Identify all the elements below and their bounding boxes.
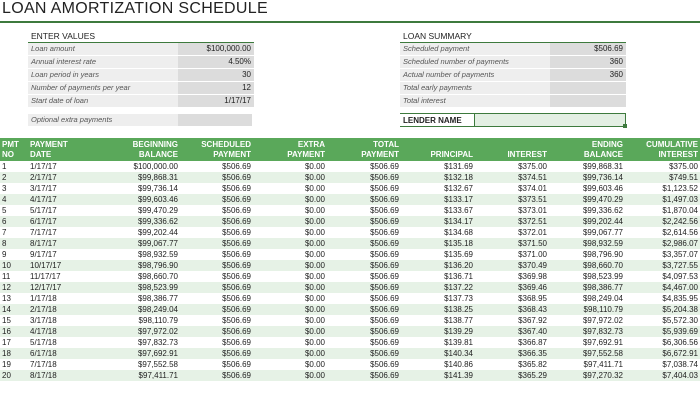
cell-principal: $140.86: [401, 359, 475, 370]
cell-interest: $375.00: [475, 161, 549, 172]
start-date-label: Start date of loan: [28, 95, 178, 107]
cell-extra-payment: $0.00: [253, 315, 327, 326]
table-row: [0, 183, 700, 194]
cell-scheduled-payment: $506.69: [180, 183, 253, 194]
cell-beginning-balance: $99,470.29: [90, 205, 180, 216]
cell-cumulative-interest: $2,614.56: [625, 227, 700, 238]
table-row: [0, 260, 700, 271]
cell-scheduled-payment: $506.69: [180, 293, 253, 304]
scheduled-number-label: Scheduled number of payments: [400, 56, 550, 68]
cell-cumulative-interest: $5,572.30: [625, 315, 700, 326]
enter-values-panel: [28, 43, 254, 108]
cell-interest: $373.01: [475, 205, 549, 216]
cell-beginning-balance: $97,832.73: [90, 337, 180, 348]
cell-beginning-balance: $99,603.46: [90, 194, 180, 205]
cell-extra-payment: $0.00: [253, 172, 327, 183]
scheduled-payment-label: Scheduled payment: [400, 43, 550, 55]
cell-cumulative-interest: $5,204.38: [625, 304, 700, 315]
cell-scheduled-payment: $506.69: [180, 337, 253, 348]
cell-principal: $139.81: [401, 337, 475, 348]
header-total-payment: [327, 138, 401, 161]
interest-rate-input[interactable]: 4.50%: [178, 56, 254, 68]
cell-scheduled-payment: $506.69: [180, 370, 253, 381]
input-row-loan-amount: [28, 43, 254, 56]
cell-beginning-balance: $98,523.99: [90, 282, 180, 293]
cell-principal: $141.39: [401, 370, 475, 381]
table-row: [0, 348, 700, 359]
cell-cumulative-interest: $4,097.53: [625, 271, 700, 282]
summary-row-scheduled-payment: [400, 43, 626, 56]
loan-amount-label: Loan amount: [28, 43, 178, 55]
cell-ending-balance: $98,796.90: [549, 249, 625, 260]
cell-cumulative-interest: $2,986.07: [625, 238, 700, 249]
cell-total-payment: $506.69: [327, 370, 401, 381]
cell-principal: $136.20: [401, 260, 475, 271]
cell-total-payment: $506.69: [327, 194, 401, 205]
header-pmt-no: [0, 138, 28, 161]
cell-scheduled-payment: $506.69: [180, 359, 253, 370]
cell-payment-date: 2/17/17: [28, 172, 90, 183]
cell-total-payment: $506.69: [327, 249, 401, 260]
cell-extra-payment: $0.00: [253, 238, 327, 249]
table-row: [0, 216, 700, 227]
table-row: [0, 205, 700, 216]
cell-interest: $367.40: [475, 326, 549, 337]
early-payments-label: Total early payments: [400, 82, 550, 94]
header-ending-balance-line: BALANCE: [583, 150, 623, 159]
summary-row-scheduled-number: [400, 56, 626, 69]
total-interest-label: Total interest: [400, 95, 550, 107]
table-row: [0, 282, 700, 293]
cell-extra-payment: $0.00: [253, 183, 327, 194]
cell-payment-date: 2/17/18: [28, 304, 90, 315]
header-payment-date: [28, 138, 90, 161]
scheduled-number-value: 360: [550, 56, 626, 68]
cell-principal: $139.29: [401, 326, 475, 337]
cell-ending-balance: $97,692.91: [549, 337, 625, 348]
header-total-payment-line: TOTAL: [373, 140, 399, 149]
cell-extra-payment: $0.00: [253, 260, 327, 271]
cell-principal: $136.71: [401, 271, 475, 282]
cell-pmt-no: 9: [0, 249, 28, 260]
cell-payment-date: 5/17/17: [28, 205, 90, 216]
cell-total-payment: $506.69: [327, 205, 401, 216]
extra-payments-input[interactable]: [178, 114, 252, 126]
cell-principal: $134.68: [401, 227, 475, 238]
cell-extra-payment: $0.00: [253, 337, 327, 348]
cell-payment-date: 7/17/17: [28, 227, 90, 238]
table-row: [0, 359, 700, 370]
header-extra-payment-line: PAYMENT: [287, 150, 325, 159]
lender-name-row: [400, 113, 626, 127]
cell-total-payment: $506.69: [327, 304, 401, 315]
cell-ending-balance: $97,411.71: [549, 359, 625, 370]
header-cumulative-interest-line: CUMULATIVE: [646, 140, 698, 149]
actual-number-value: 360: [550, 69, 626, 81]
cell-pmt-no: 4: [0, 194, 28, 205]
cell-pmt-no: 19: [0, 359, 28, 370]
lender-name-input[interactable]: [474, 113, 626, 127]
header-extra-payment-line: EXTRA: [297, 140, 325, 149]
table-row: [0, 326, 700, 337]
cell-beginning-balance: $99,736.14: [90, 183, 180, 194]
header-principal: [401, 138, 475, 161]
cell-interest: $371.50: [475, 238, 549, 249]
cell-extra-payment: $0.00: [253, 205, 327, 216]
cell-payment-date: 4/17/17: [28, 194, 90, 205]
cell-scheduled-payment: $506.69: [180, 282, 253, 293]
cell-interest: $369.46: [475, 282, 549, 293]
cell-payment-date: 11/17/17: [28, 271, 90, 282]
cell-pmt-no: 5: [0, 205, 28, 216]
header-pmt-no-line: NO: [2, 150, 14, 159]
cell-scheduled-payment: $506.69: [180, 216, 253, 227]
header-interest-line: [477, 140, 547, 150]
header-payment-date-line: PAYMENT: [30, 140, 68, 149]
cell-pmt-no: 17: [0, 337, 28, 348]
cell-interest: $372.01: [475, 227, 549, 238]
cell-principal: $135.18: [401, 238, 475, 249]
cell-payment-date: 5/17/18: [28, 337, 90, 348]
cell-ending-balance: $98,660.70: [549, 260, 625, 271]
cell-payment-date: 6/17/18: [28, 348, 90, 359]
cell-total-payment: $506.69: [327, 293, 401, 304]
cell-pmt-no: 14: [0, 304, 28, 315]
input-row-start-date: [28, 95, 254, 108]
cell-cumulative-interest: $2,242.56: [625, 216, 700, 227]
cell-total-payment: $506.69: [327, 282, 401, 293]
cell-total-payment: $506.69: [327, 315, 401, 326]
cell-total-payment: $506.69: [327, 337, 401, 348]
cell-principal: $131.69: [401, 161, 475, 172]
cell-total-payment: $506.69: [327, 348, 401, 359]
cell-principal: $138.77: [401, 315, 475, 326]
cell-cumulative-interest: $5,939.69: [625, 326, 700, 337]
cell-scheduled-payment: $506.69: [180, 172, 253, 183]
cell-beginning-balance: $98,386.77: [90, 293, 180, 304]
cell-cumulative-interest: $1,123.52: [625, 183, 700, 194]
cell-cumulative-interest: $6,306.56: [625, 337, 700, 348]
cell-scheduled-payment: $506.69: [180, 348, 253, 359]
cell-extra-payment: $0.00: [253, 293, 327, 304]
cell-total-payment: $506.69: [327, 172, 401, 183]
loan-period-input[interactable]: 30: [178, 69, 254, 81]
cell-ending-balance: $98,523.99: [549, 271, 625, 282]
cell-payment-date: 7/17/18: [28, 359, 90, 370]
input-row-interest-rate: [28, 56, 254, 69]
cell-pmt-no: 3: [0, 183, 28, 194]
cell-extra-payment: $0.00: [253, 194, 327, 205]
header-extra-payment: [253, 138, 327, 161]
cell-interest: $372.51: [475, 216, 549, 227]
cell-beginning-balance: $97,972.02: [90, 326, 180, 337]
header-beginning-balance: [90, 138, 180, 161]
payments-per-year-input[interactable]: 12: [178, 82, 254, 94]
cell-pmt-no: 11: [0, 271, 28, 282]
cell-interest: $369.98: [475, 271, 549, 282]
cell-pmt-no: 7: [0, 227, 28, 238]
scheduled-payment-value: $506.69: [550, 43, 626, 55]
table-row: [0, 161, 700, 172]
header-principal-line: PRINCIPAL: [430, 150, 473, 159]
cell-pmt-no: 1: [0, 161, 28, 172]
cell-payment-date: 8/17/18: [28, 370, 90, 381]
cell-ending-balance: $98,932.59: [549, 238, 625, 249]
cell-beginning-balance: $97,692.91: [90, 348, 180, 359]
cell-principal: $137.73: [401, 293, 475, 304]
cell-pmt-no: 10: [0, 260, 28, 271]
cell-payment-date: 3/17/18: [28, 315, 90, 326]
cell-payment-date: 1/17/18: [28, 293, 90, 304]
cell-interest: $366.35: [475, 348, 549, 359]
cell-scheduled-payment: $506.69: [180, 249, 253, 260]
cell-cumulative-interest: $4,467.00: [625, 282, 700, 293]
summary-row-total-interest: [400, 95, 626, 108]
loan-amount-input[interactable]: $100,000.00: [178, 43, 254, 55]
cell-scheduled-payment: $506.69: [180, 260, 253, 271]
amortization-table: [0, 138, 700, 381]
table-row: [0, 271, 700, 282]
cell-ending-balance: $98,386.77: [549, 282, 625, 293]
header-beginning-balance-line: BALANCE: [138, 150, 178, 159]
cell-beginning-balance: $99,202.44: [90, 227, 180, 238]
cell-cumulative-interest: $4,835.95: [625, 293, 700, 304]
cell-interest: $374.01: [475, 183, 549, 194]
cell-interest: $365.29: [475, 370, 549, 381]
header-cumulative-interest-line: INTEREST: [658, 150, 698, 159]
cell-beginning-balance: $98,249.04: [90, 304, 180, 315]
table-row: [0, 293, 700, 304]
lender-name-label: LENDER NAME: [400, 113, 474, 127]
cell-cumulative-interest: $3,357.07: [625, 249, 700, 260]
cell-ending-balance: $97,972.02: [549, 315, 625, 326]
header-ending-balance: [549, 138, 625, 161]
cell-extra-payment: $0.00: [253, 216, 327, 227]
cell-extra-payment: $0.00: [253, 348, 327, 359]
cell-interest: $374.51: [475, 172, 549, 183]
table-header-row: [0, 138, 700, 161]
cell-scheduled-payment: $506.69: [180, 227, 253, 238]
input-row-payments-per-year: [28, 82, 254, 95]
header-total-payment-line: PAYMENT: [361, 150, 399, 159]
enter-values-heading: ENTER VALUES: [31, 31, 96, 41]
table-row: [0, 370, 700, 381]
cell-pmt-no: 16: [0, 326, 28, 337]
cell-pmt-no: 2: [0, 172, 28, 183]
cell-cumulative-interest: $7,038.74: [625, 359, 700, 370]
cell-beginning-balance: $97,411.71: [90, 370, 180, 381]
cell-extra-payment: $0.00: [253, 326, 327, 337]
cell-principal: $140.34: [401, 348, 475, 359]
cell-payment-date: 8/17/17: [28, 238, 90, 249]
cell-payment-date: 6/17/17: [28, 216, 90, 227]
header-pmt-no-line: PMT: [2, 140, 19, 149]
cell-beginning-balance: $98,110.79: [90, 315, 180, 326]
extra-payments-label: Optional extra payments: [28, 114, 178, 126]
cell-pmt-no: 12: [0, 282, 28, 293]
cell-extra-payment: $0.00: [253, 370, 327, 381]
cell-ending-balance: $97,270.32: [549, 370, 625, 381]
cell-cumulative-interest: $375.00: [625, 161, 700, 172]
cell-cumulative-interest: $1,870.04: [625, 205, 700, 216]
cell-principal: $137.22: [401, 282, 475, 293]
cell-payment-date: 1/17/17: [28, 161, 90, 172]
cell-principal: $138.25: [401, 304, 475, 315]
cell-ending-balance: $97,832.73: [549, 326, 625, 337]
header-scheduled-payment-line: SCHEDULED: [201, 140, 251, 149]
cell-cumulative-interest: $6,672.91: [625, 348, 700, 359]
header-beginning-balance-line: BEGINNING: [132, 140, 178, 149]
cell-ending-balance: $98,110.79: [549, 304, 625, 315]
cell-cumulative-interest: $3,727.55: [625, 260, 700, 271]
cell-extra-payment: $0.00: [253, 161, 327, 172]
header-interest: [475, 138, 549, 161]
cell-beginning-balance: $99,868.31: [90, 172, 180, 183]
header-ending-balance-line: ENDING: [591, 140, 623, 149]
cell-principal: $135.69: [401, 249, 475, 260]
cell-principal: $132.67: [401, 183, 475, 194]
cell-payment-date: 10/17/17: [28, 260, 90, 271]
total-interest-value: [550, 95, 626, 107]
cell-beginning-balance: $98,660.70: [90, 271, 180, 282]
cell-ending-balance: $98,249.04: [549, 293, 625, 304]
cell-principal: $134.17: [401, 216, 475, 227]
loan-period-label: Loan period in years: [28, 69, 178, 81]
cell-total-payment: $506.69: [327, 271, 401, 282]
cell-total-payment: $506.69: [327, 238, 401, 249]
cell-pmt-no: 18: [0, 348, 28, 359]
input-row-loan-period: [28, 69, 254, 82]
table-row: [0, 227, 700, 238]
cell-total-payment: $506.69: [327, 326, 401, 337]
cell-ending-balance: $97,552.58: [549, 348, 625, 359]
cell-cumulative-interest: $7,404.03: [625, 370, 700, 381]
header-cumulative-interest: [625, 138, 700, 161]
payments-per-year-label: Number of payments per year: [28, 82, 178, 94]
cell-beginning-balance: $99,067.77: [90, 238, 180, 249]
cell-cumulative-interest: $749.51: [625, 172, 700, 183]
cell-beginning-balance: $98,796.90: [90, 260, 180, 271]
table-row: [0, 315, 700, 326]
cell-ending-balance: $99,202.44: [549, 216, 625, 227]
header-principal-line: [403, 140, 473, 150]
cell-extra-payment: $0.00: [253, 249, 327, 260]
cell-interest: $371.00: [475, 249, 549, 260]
cell-ending-balance: $99,603.46: [549, 183, 625, 194]
cell-payment-date: 12/17/17: [28, 282, 90, 293]
header-payment-date-line: DATE: [30, 150, 52, 159]
cell-ending-balance: $99,868.31: [549, 161, 625, 172]
cell-pmt-no: 13: [0, 293, 28, 304]
cell-extra-payment: $0.00: [253, 359, 327, 370]
cell-total-payment: $506.69: [327, 260, 401, 271]
cell-total-payment: $506.69: [327, 359, 401, 370]
cell-pmt-no: 15: [0, 315, 28, 326]
cell-payment-date: 4/17/18: [28, 326, 90, 337]
cell-scheduled-payment: $506.69: [180, 304, 253, 315]
summary-row-actual-number: [400, 69, 626, 82]
cell-interest: $368.43: [475, 304, 549, 315]
interest-rate-label: Annual interest rate: [28, 56, 178, 68]
actual-number-label: Actual number of payments: [400, 69, 550, 81]
cell-scheduled-payment: $506.69: [180, 238, 253, 249]
summary-row-early-payments: [400, 82, 626, 95]
cell-beginning-balance: $97,552.58: [90, 359, 180, 370]
cell-interest: $366.87: [475, 337, 549, 348]
cell-principal: $133.67: [401, 205, 475, 216]
cell-total-payment: $506.69: [327, 161, 401, 172]
cell-ending-balance: $99,736.14: [549, 172, 625, 183]
cell-extra-payment: $0.00: [253, 227, 327, 238]
cell-pmt-no: 20: [0, 370, 28, 381]
cell-interest: $370.49: [475, 260, 549, 271]
cell-extra-payment: $0.00: [253, 282, 327, 293]
extra-payments-row: [28, 114, 252, 126]
cell-principal: $132.18: [401, 172, 475, 183]
cell-pmt-no: 8: [0, 238, 28, 249]
cell-beginning-balance: $99,336.62: [90, 216, 180, 227]
cell-ending-balance: $99,336.62: [549, 205, 625, 216]
title-divider: [0, 21, 700, 23]
loan-summary-heading: LOAN SUMMARY: [403, 31, 472, 41]
cell-principal: $133.17: [401, 194, 475, 205]
cell-cumulative-interest: $1,497.03: [625, 194, 700, 205]
cell-interest: $373.51: [475, 194, 549, 205]
cell-ending-balance: $99,470.29: [549, 194, 625, 205]
table-row: [0, 172, 700, 183]
cell-payment-date: 9/17/17: [28, 249, 90, 260]
table-row: [0, 304, 700, 315]
table-row: [0, 238, 700, 249]
cell-scheduled-payment: $506.69: [180, 205, 253, 216]
table-row: [0, 194, 700, 205]
cell-interest: $368.95: [475, 293, 549, 304]
cell-scheduled-payment: $506.69: [180, 326, 253, 337]
loan-summary-panel: [400, 43, 626, 108]
table-row: [0, 249, 700, 260]
cell-pmt-no: 6: [0, 216, 28, 227]
table-row: [0, 337, 700, 348]
cell-beginning-balance: $100,000.00: [90, 161, 180, 172]
cell-total-payment: $506.69: [327, 216, 401, 227]
early-payments-value: [550, 82, 626, 94]
header-scheduled-payment-line: PAYMENT: [213, 150, 251, 159]
cell-payment-date: 3/17/17: [28, 183, 90, 194]
cell-extra-payment: $0.00: [253, 304, 327, 315]
cell-total-payment: $506.69: [327, 183, 401, 194]
cell-scheduled-payment: $506.69: [180, 271, 253, 282]
cell-scheduled-payment: $506.69: [180, 161, 253, 172]
cell-interest: $365.82: [475, 359, 549, 370]
start-date-input[interactable]: 1/17/17: [178, 95, 254, 107]
cell-beginning-balance: $98,932.59: [90, 249, 180, 260]
cell-interest: $367.92: [475, 315, 549, 326]
cell-extra-payment: $0.00: [253, 271, 327, 282]
cell-ending-balance: $99,067.77: [549, 227, 625, 238]
cell-scheduled-payment: $506.69: [180, 194, 253, 205]
header-scheduled-payment: [180, 138, 253, 161]
cell-scheduled-payment: $506.69: [180, 315, 253, 326]
page-title: LOAN AMORTIZATION SCHEDULE: [2, 0, 268, 17]
header-interest-line: INTEREST: [507, 150, 547, 159]
cell-total-payment: $506.69: [327, 227, 401, 238]
